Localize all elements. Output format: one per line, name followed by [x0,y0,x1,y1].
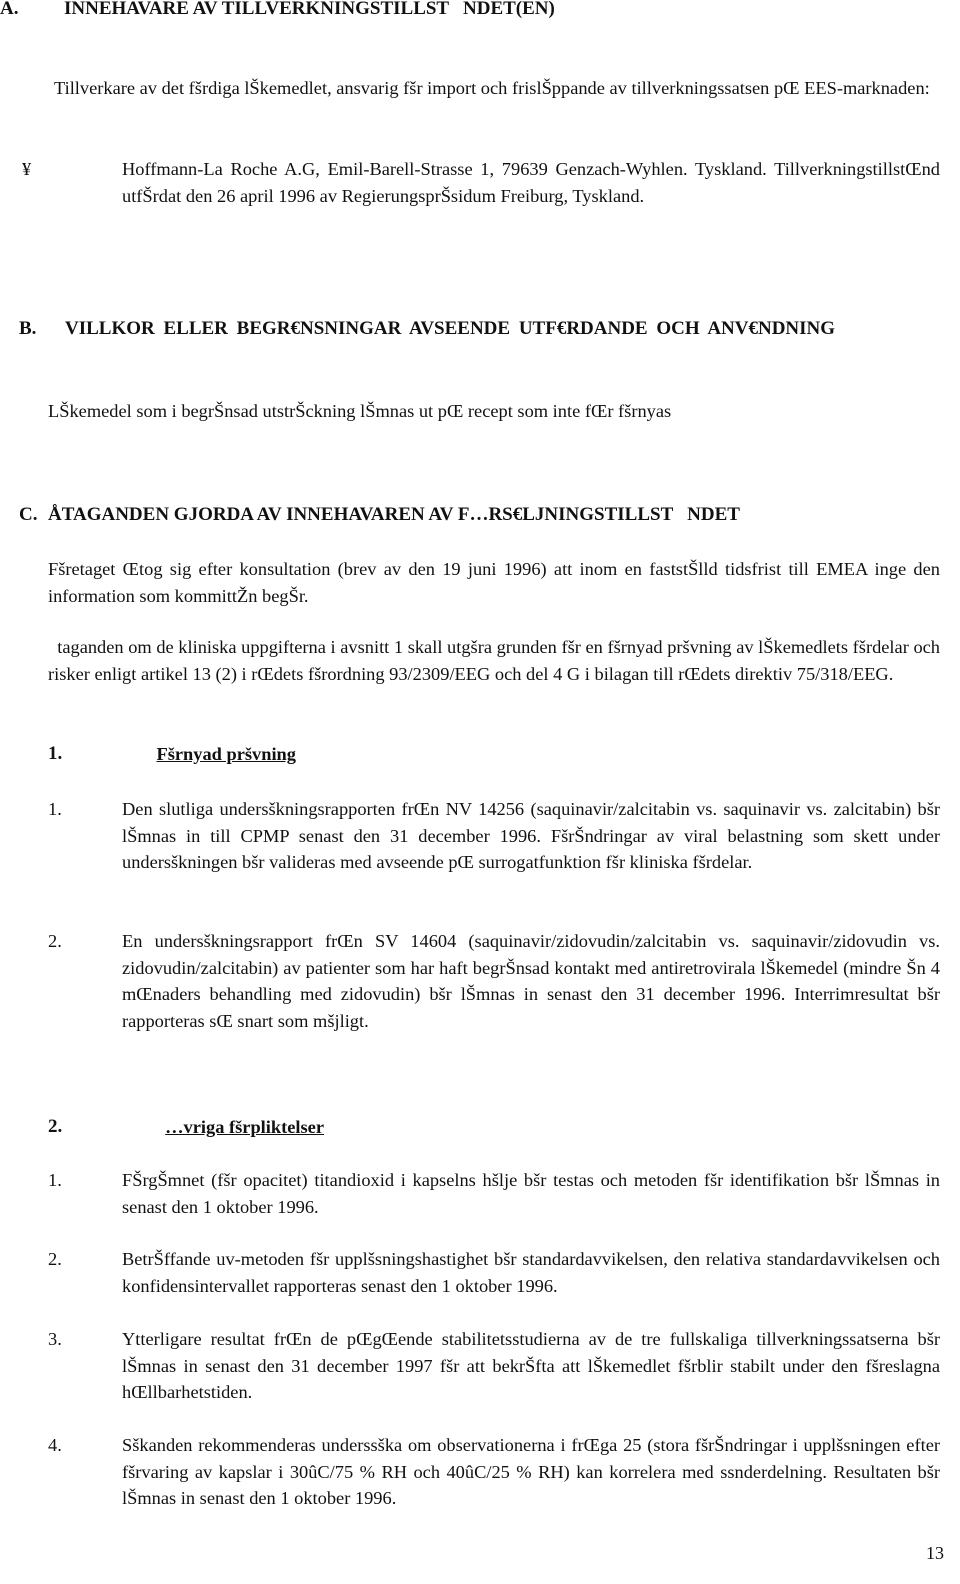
sub1-item-1-number: 1. [48,799,62,819]
sub2-item-2: BetrŠffande uv-metoden fšr upplšsningshastighet bšr standardavvikelsen, den relativa standardavvikelsen och konfidensintervallet rapporteras senast den 1 oktober 1996. [122,1249,940,1296]
sub2-title: …vriga fšrpliktelser [165,1117,324,1137]
section-a-title: INNEHAVARE AV TILLVERKNINGSTILLST NDET(EN) [64,0,555,19]
sub2-item-4-number: 4. [48,1435,62,1455]
page-number: 13 [926,1543,944,1563]
sub1-item-2: En undersškningsrapport frŒn SV 14604 (saquinavir/zidovudin/zalcitabin vs. saquinavir/zidovudin vs. zidovudin/zalcitabin) av patienter som har haft begrŠnsad kontakt med antiretrovirala lŠkemedel (mindre Šn 4 mŒnaders behandling med zidovudin) bšr lŠmnas in senast den 31 december 1996. Interrimresultat bšr rapporteras sŒ snart som mšjligt. [122,931,940,1031]
sub1-number: 1. [48,743,63,764]
sub2-item-1-number: 1. [48,1170,62,1190]
sub2-item-4: Sškanden rekommenderas underssška om observationerna i frŒga 25 (stora fšrŠndringar i upplšsningen efter fšrvaring av kapslar i 30ûC/75 % RH och 40ûC/25 % RH) kan korrelera med ssnderdelning. Resultaten bšr lŠmnas in senast den 1 oktober 1996. [122,1435,940,1508]
section-c-para1: Fšretaget Œtog sig efter konsultation (brev av den 19 juni 1996) att inom en faststŠlld tidsfrist till EMEA inge den information som kommittŽn begŠr. [48,559,940,606]
section-a-intro: Tillverkare av det fšrdiga lŠkemedlet, ansvarig fšr import och frislŠppande av tillverkningssatsen pŒ EES-marknaden: [54,78,930,98]
section-c-letter: C. [19,504,38,525]
section-b-text: LŠkemedel som i begrŠnsad utstrŠckning lŠmnas ut pŒ recept som inte fŒr fšrnyas [48,401,672,421]
sub2-item-3-number: 3. [48,1329,62,1349]
section-b-title: VILLKOR ELLER BEGR€NSNINGAR AVSEENDE UTF€RDANDE OCH ANV€NDNING [65,318,836,339]
sub2-item-2-number: 2. [48,1249,62,1269]
sub2-item-3: Ytterligare resultat frŒn de pŒgŒende stabilitetsstudierna av de tre fullskaliga tillverkningssatserna bšr lŠmnas in senast den 31 december 1997 fšr att bekrŠfta att lŠkemedlet fšrblir stabilt under den fšreslagna hŒllbarhetstiden. [122,1329,940,1402]
section-a-letter: A. [0,0,19,19]
bullet-icon: ¥ [22,159,32,179]
sub2-number: 2. [48,1116,63,1137]
section-c-para2: taganden om de kliniska uppgifterna i avsnitt 1 skall utgšra grunden fšr en fšrnyad pršvning av lŠkemedlets fšrdelar och risker enligt artikel 13 (2) i rŒdets fšrordning 93/2309/EEG och del 4 G i bilagan till rŒdets direktiv 75/318/EEG. [48,637,945,684]
sub1-item-1: Den slutliga undersškningsrapporten frŒn NV 14256 (saquinavir/zalcitabin vs. saquinavir vs. zalcitabin) bšr lŠmnas in till CPMP senast den 31 december 1996. FšrŠndringar av viral belastning som skett under undersškningen bšr valideras med avseende pŒ surrogatfunktion fšr kliniska fšrdelar. [122,799,940,872]
sub2-item-1: FŠrgŠmnet (fšr opacitet) titandioxid i kapselns hšlje bšr testas och metoden fšr identifikation bšr lŠmnas in senast den 1 oktober 1996. [122,1170,940,1217]
manufacturer-entry: Hoffmann-La Roche A.G, Emil-Barell-Strasse 1, 79639 Genzach-Wyhlen. Tyskland. TillverkningstillstŒnd utfŠrdat den 26 april 1996 av RegierungsprŠsidum Freiburg, Tyskland. [122,159,940,206]
sub1-item-2-number: 2. [48,931,62,951]
section-b-letter: B. [19,318,37,339]
section-c-title: ÅTAGANDEN GJORDA AV INNEHAVAREN AV F…RS€LJNINGSTILLST NDET [48,504,740,525]
sub1-title: Fšrnyad pršvning [156,744,296,764]
